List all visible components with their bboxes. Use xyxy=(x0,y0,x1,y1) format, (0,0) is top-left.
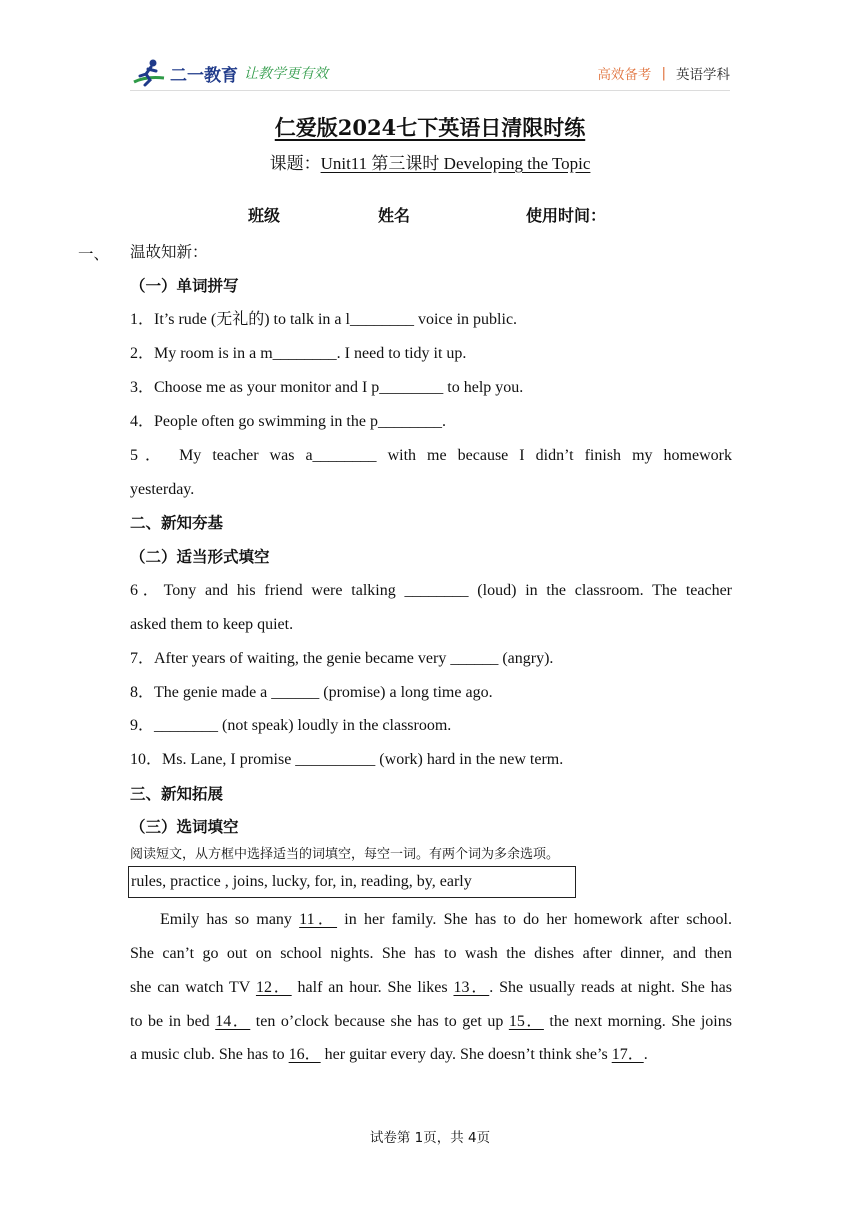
part3-heading: 三、新知拓展 xyxy=(130,785,224,803)
blank-11[interactable]: 11． xyxy=(299,911,338,928)
time-label: 使用时间： xyxy=(526,206,607,225)
name-label: 姓名 xyxy=(378,206,411,225)
question-1: 1．It’s rude (无礼的) to talk in a l________ voice in public. xyxy=(130,311,518,328)
page-footer: 试卷第 1页，共 4页 xyxy=(369,1130,491,1146)
question-10: 10．Ms. Lane, I promise __________ (work) hard in the new term. xyxy=(130,751,564,768)
blank-14[interactable]: 14． xyxy=(215,1013,251,1030)
brand-name: 二一教育 xyxy=(170,65,238,86)
question-9: 9．________ (not speak) loudly in the classroom. xyxy=(130,717,452,734)
question-3: 3．Choose me as your monitor and I p________ to help you. xyxy=(130,379,524,396)
passage-text: she can watch TV xyxy=(130,979,256,996)
word-choice-box: rules, practice , joins, lucky, for, in, reading, by, early xyxy=(128,866,576,898)
part1-number: 一、 xyxy=(78,245,110,263)
passage-text: ten o’clock because she has to get up xyxy=(250,1013,509,1030)
header-divider xyxy=(130,90,730,91)
header-tag-subject: 英语学科 xyxy=(676,67,730,83)
running-figure-icon xyxy=(132,58,166,88)
question-6-line2: asked them to keep quiet. xyxy=(130,616,294,633)
blank-15[interactable]: 15． xyxy=(508,1013,544,1030)
brand-slogan: 让教学更有效 xyxy=(244,66,328,82)
passage-text: . She usually reads at night. She has xyxy=(489,979,732,996)
part3-subheading: （三）选词填空 xyxy=(130,818,239,836)
passage-line-4 xyxy=(130,1012,732,1032)
brand-logo xyxy=(132,56,328,90)
passage-text: Emily has so many xyxy=(160,911,300,928)
header-tag-exam: 高效备考 xyxy=(597,67,652,83)
passage-text: the next morning. She joins xyxy=(543,1013,732,1030)
passage-text: a music club. She has to xyxy=(130,1046,289,1063)
passage-text: in her family. She has to do her homework after school. xyxy=(337,911,732,928)
question-4: 4．People often go swimming in the p________. xyxy=(130,413,446,430)
passage-text: half an hour. She likes xyxy=(291,979,454,996)
subtitle-label: 课题： xyxy=(269,154,321,174)
passage-text: to be in bed xyxy=(130,1013,216,1030)
blank-16[interactable]: 16． xyxy=(288,1046,321,1063)
passage-line-3 xyxy=(130,978,732,998)
subtitle-topic: Unit11 第三课时 Developing the Topic xyxy=(320,154,591,173)
question-2: 2．My room is in a m________. I need to tidy it up. xyxy=(130,345,467,362)
part1-subheading: （一）单词拼写 xyxy=(130,277,239,295)
page-title: 仁爱版2024七下英语日清限时练 xyxy=(274,115,586,140)
question-5-line1: 5． My teacher was a________ with me because I didn’t finish my homework xyxy=(130,447,732,464)
question-8: 8．The genie made a ______ (promise) a long time ago. xyxy=(130,684,493,701)
question-5-line2: yesterday. xyxy=(130,481,195,498)
part1-heading: 温故知新： xyxy=(130,243,208,261)
lesson-subtitle xyxy=(0,149,860,174)
passage-text: . xyxy=(643,1046,648,1063)
part2-heading: 二、新知夯基 xyxy=(130,514,224,532)
blank-17[interactable]: 17． xyxy=(611,1046,644,1063)
question-6-line1: 6．Tony and his friend were talking ________ (loud) in the classroom. The teacher xyxy=(130,582,732,599)
passage-line-1 xyxy=(130,910,732,930)
question-7: 7．After years of waiting, the genie became very ______ (angry). xyxy=(130,650,554,667)
passage-line-2: She can’t go out on school nights. She has to wash the dishes after dinner, and then xyxy=(130,945,732,962)
part3-instruction: 阅读短文，从方框中选择适当的词填空，每空一词。有两个词为多余选项。 xyxy=(130,847,560,862)
header-separator: | xyxy=(661,65,666,81)
part2-subheading: （二）适当形式填空 xyxy=(130,548,270,566)
header-tags xyxy=(597,63,730,83)
blank-12[interactable]: 12． xyxy=(255,979,292,996)
passage-text: her guitar every day. She doesn’t think she’s xyxy=(320,1046,612,1063)
class-label: 班级 xyxy=(248,206,281,225)
passage-line-5 xyxy=(130,1045,732,1065)
blank-13[interactable]: 13． xyxy=(453,979,490,996)
